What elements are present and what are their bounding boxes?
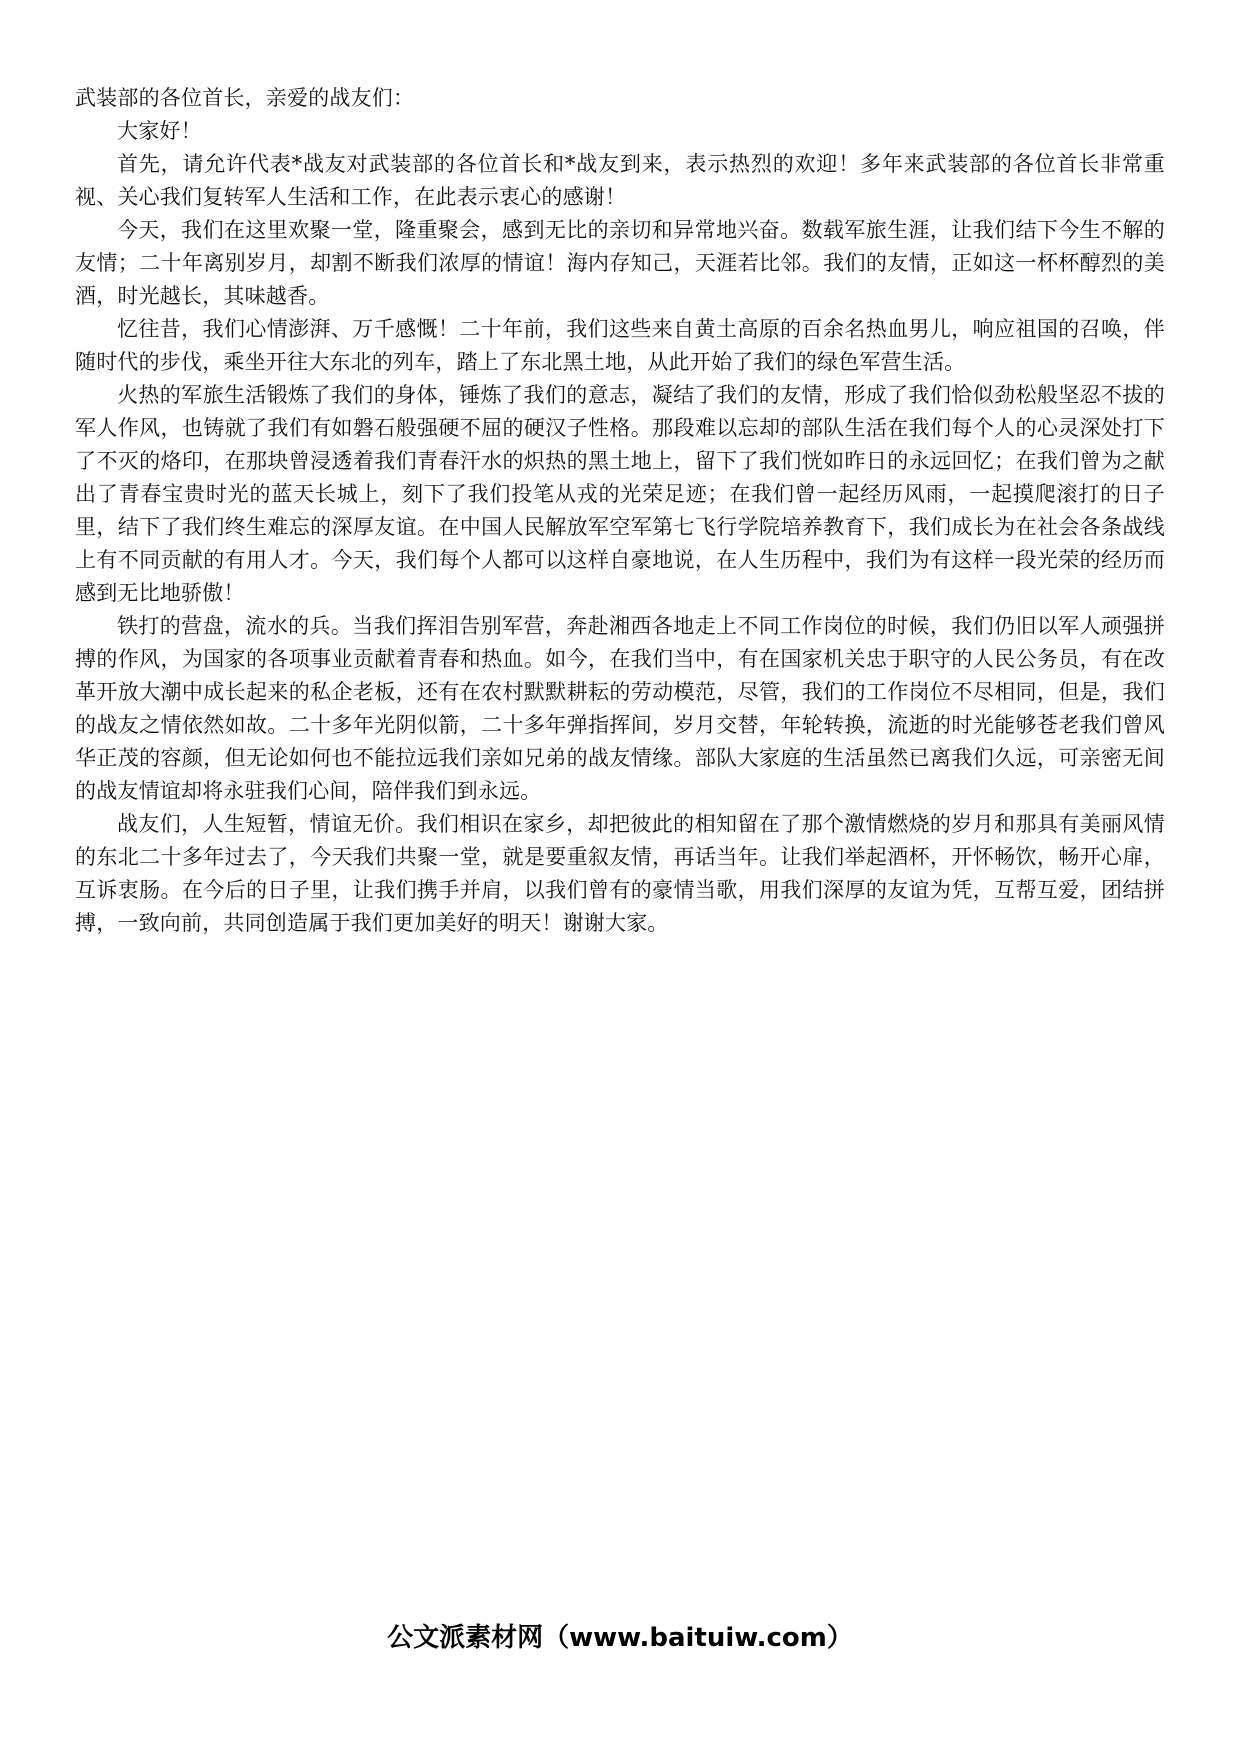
paragraph-opening: 大家好！ [117, 119, 202, 143]
footer-watermark: 公文派素材网（www.baituiw.com） [387, 1623, 853, 1653]
paragraph-after-service: 铁打的营盘，流水的兵。当我们挥泪告别军营，奔赴湘西各地走上不同工作岗位的时候，我们仍旧以军人顽强拼搏的作风，为国家的各项事业贡献着青春和热血。如今，在我们当中，有在国家机关忠于职守的人民公务员，有在改革开放大潮中成长起来的私企老板，还有在农村默默耕耘的劳动模范，尽管，我们的工作岗位不尽相同，但是，我们的战友之情依然如故。二十多年光阴似箭，二十多年弹指挥间，岁月交替，年轮转换，流逝的时光能够苍老我们曾风华正茂的容颜，但无论如何也不能拉远我们亲如兄弟的战友情缘。部队大家庭的生活虽然已离我们久远，可亲密无间的战友情谊却将永驻我们心间，陪伴我们到永远。 [75, 614, 1165, 803]
salutation: 武装部的各位首长，亲爱的战友们： [75, 86, 415, 110]
paragraph-toast: 战友们，人生短暂，情谊无价。我们相识在家乡，却把彼此的相知留在了那个激情燃烧的岁月和那具有美丽风情的东北二十多年过去了，今天我们共聚一堂，就是要重叙友情，再话当年。让我们举起酒杯，开怀畅饮，畅开心扉，互诉衷肠。在今后的日子里，让我们携手并肩，以我们曾有的豪情当歌，用我们深厚的友谊为凭，互帮互爱，团结拼搏，一致向前，共同创造属于我们更加美好的明天！谢谢大家。 [75, 812, 1165, 935]
paragraph-memories: 忆往昔，我们心情澎湃、万千感慨！二十年前，我们这些来自黄土高原的百余名热血男儿，响应祖国的召唤，伴随时代的步伐，乘坐开往大东北的列车，踏上了东北黑土地，从此开始了我们的绿色军营生活。 [75, 317, 1165, 374]
paragraph-reunion: 今天，我们在这里欢聚一堂，隆重聚会，感到无比的亲切和异常地兴奋。数载军旅生涯，让我们结下今生不解的友情；二十年离别岁月，却割不断我们浓厚的情谊！海内存知己，天涯若比邻。我们的友情，正如这一杯杯醇烈的美酒，时光越长，其味越香。 [75, 218, 1165, 308]
document-body [75, 82, 1165, 940]
paragraph-military-life: 火热的军旅生活锻炼了我们的身体，锤炼了我们的意志，凝结了我们的友情，形成了我们恰似劲松般坚忍不拔的军人作风，也铸就了我们有如磐石般强硬不屈的硬汉子性格。那段难以忘却的部队生活在我们每个人的心灵深处打下了不灭的烙印，在那块曾浸透着我们青春汗水的炽热的黑土地上，留下了我们恍如昨日的永远回忆；在我们曾为之献出了青春宝贵时光的蓝天长城上，刻下了我们投笔从戎的光荣足迹；在我们曾一起经历风雨，一起摸爬滚打的日子里，结下了我们终生难忘的深厚友谊。在中国人民解放军空军第七飞行学院培养教育下，我们成长为在社会各条战线上有不同贡献的有用人才。今天，我们每个人都可以这样自豪地说，在人生历程中，我们为有这样一段光荣的经历而感到无比地骄傲！ [75, 383, 1165, 605]
paragraph-welcome: 首先，请允许代表*战友对武装部的各位首长和*战友到来，表示热烈的欢迎！多年来武装部的各位首长非常重视、关心我们复转军人生活和工作，在此表示衷心的感谢！ [75, 152, 1165, 209]
